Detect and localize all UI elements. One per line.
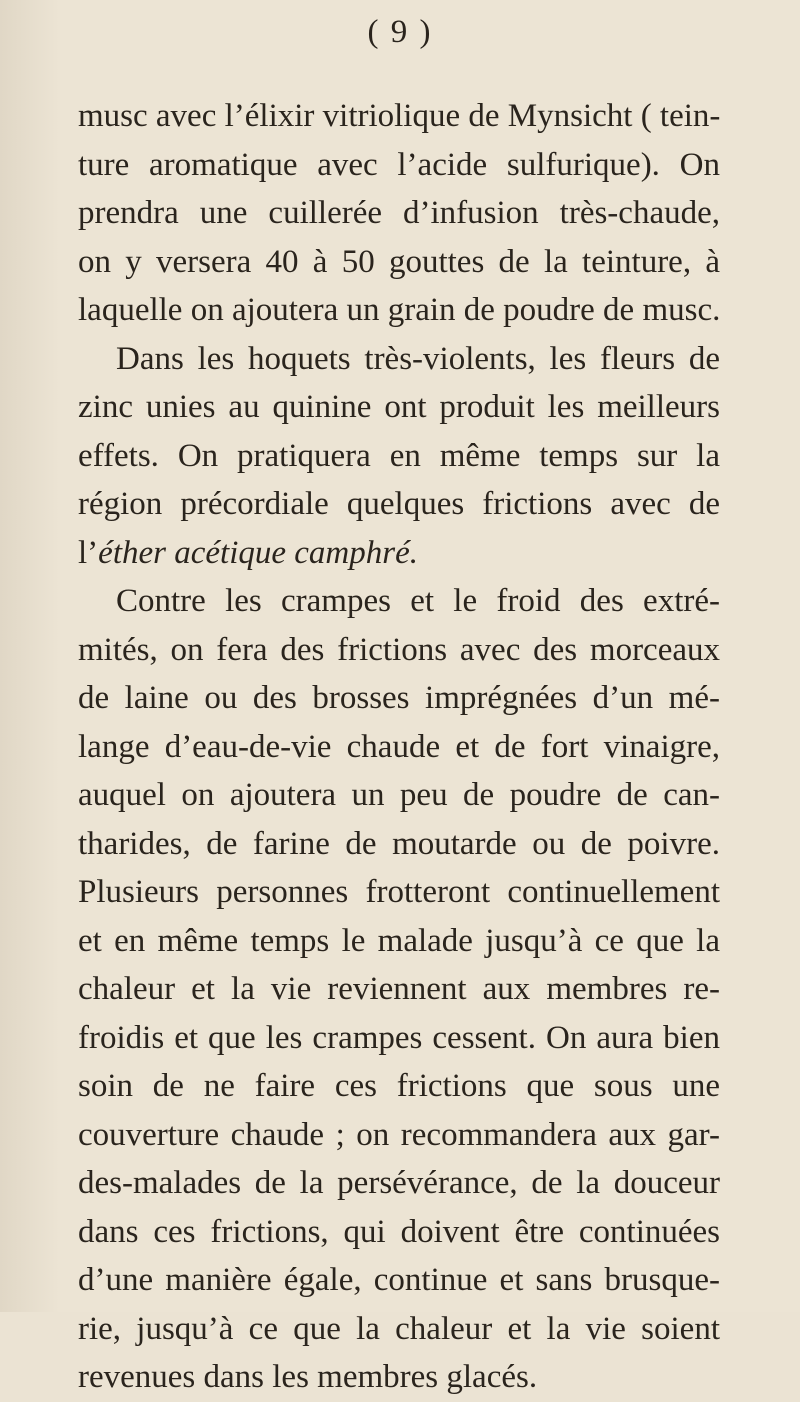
- text-line: lange d’eau-de-vie chaude et de fort vinaigre,: [78, 728, 720, 765]
- text-line: des-malades de la persévérance, de la douceur: [78, 1165, 720, 1201]
- text-line: d’une manière égale, continue et sans brusque-: [78, 1262, 720, 1298]
- page-number: ( 9 ): [367, 14, 433, 50]
- text-line: zinc unies au quinine ont produit les meilleurs: [78, 389, 720, 425]
- text-line: région précordiale quelques frictions avec de: [78, 486, 720, 522]
- text-prefix: l’: [78, 534, 99, 571]
- text-line: couverture chaude ; on recommandera aux gar-: [78, 1116, 720, 1153]
- text-line: soin de ne faire ces frictions que sous une: [78, 1068, 720, 1104]
- text-line: musc avec l’élixir vitriolique de Mynsicht ( tein-: [78, 98, 721, 134]
- text-line: Plusieurs personnes frotteront continuellement: [78, 874, 720, 910]
- text-line: [78, 529, 720, 578]
- text-line: auquel on ajoutera un peu de poudre de can-: [78, 777, 720, 813]
- text-line: Dans les hoquets très-violents, les fleurs de: [116, 340, 720, 377]
- body-text: [78, 92, 720, 1402]
- text-line: froidis et que les crampes cessent. On aura bien: [78, 1019, 720, 1056]
- text-line: prendra une cuillerée d’infusion très-chaude,: [78, 195, 720, 231]
- text-line: revenues dans les membres glacés.: [78, 1359, 538, 1395]
- text-line: tharides, de farine de moutarde ou de poivre.: [78, 825, 720, 862]
- text-line: laquelle on ajoutera un grain de poudre de musc.: [78, 292, 721, 328]
- text-line: effets. On pratiquera en même temps sur la: [78, 437, 720, 474]
- text-line: Contre les crampes et le froid des extré-: [116, 583, 720, 619]
- text-line: rie, jusqu’à ce que la chaleur et la vie soient: [78, 1310, 720, 1347]
- text-line: chaleur et la vie reviennent aux membres re-: [78, 971, 720, 1007]
- text-line: dans ces frictions, qui doivent être continuées: [78, 1213, 720, 1250]
- text-line: et en même temps le malade jusqu’à ce que la: [78, 922, 720, 959]
- text-line: de laine ou des brosses imprégnées d’un mé-: [78, 680, 720, 716]
- text-line: mités, on fera des frictions avec des morceaux: [78, 631, 720, 668]
- text-line: ture aromatique avec l’acide sulfurique). On: [78, 146, 720, 183]
- italic-term: éther acétique camphré.: [98, 534, 418, 571]
- text-line: on y versera 40 à 50 gouttes de la teinture, à: [78, 243, 720, 280]
